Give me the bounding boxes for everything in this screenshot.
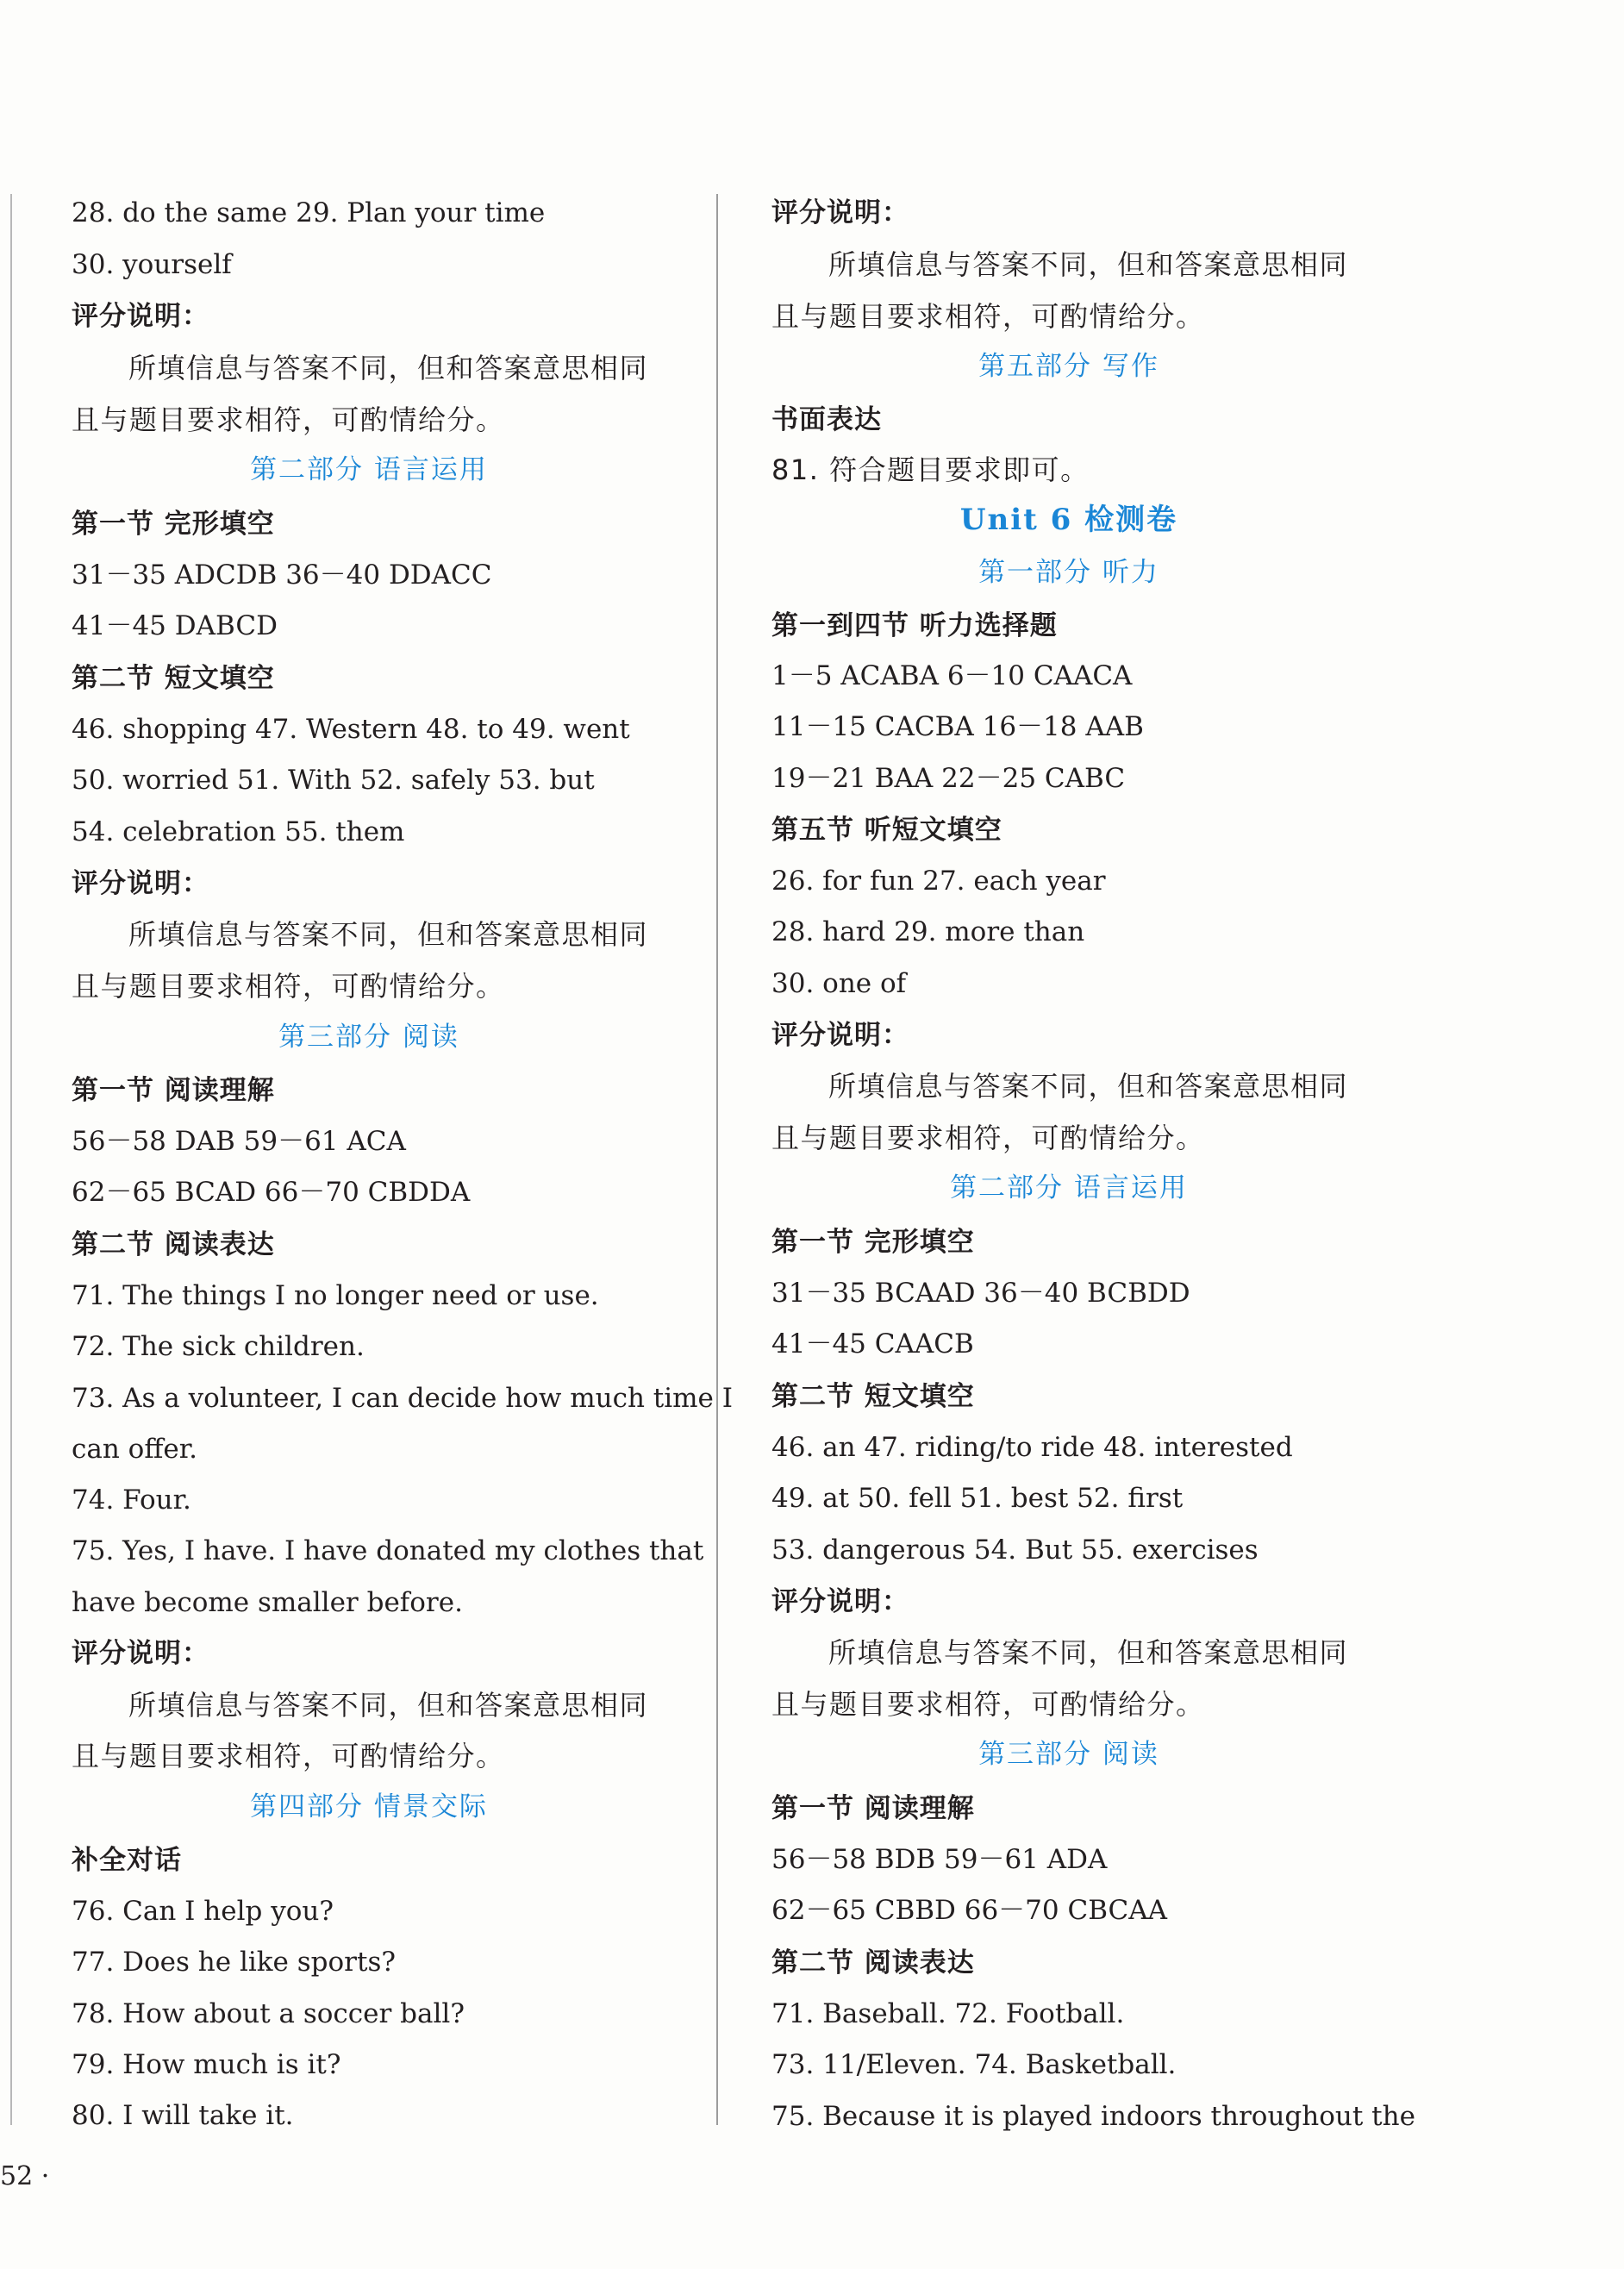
answer-line: 41－45 CAACB [771, 1328, 974, 1360]
answer-line: 71. The things I no longer need or use. [72, 1280, 599, 1311]
scoring-note-text: 且与题目要求相符，可酌情给分。 [72, 403, 505, 436]
column-divider [716, 194, 718, 2125]
answer-line: 19－21 BAA 22－25 CABC [771, 763, 1126, 794]
scoring-note-text: 且与题目要求相符，可酌情给分。 [72, 1740, 505, 1772]
answer-line: 71. Baseball. 72. Football. [771, 1998, 1125, 2029]
answer-line: 56－58 BDB 59－61 ADA [771, 1844, 1108, 1875]
part-heading: 第三部分 阅读 [278, 1022, 459, 1053]
answer-line: 76. Can I help you? [72, 1896, 334, 1927]
page-edge-line [10, 194, 12, 2125]
answer-line: 30. yourself [72, 249, 232, 280]
scoring-note-text: 且与题目要求相符，可酌情给分。 [72, 970, 505, 1003]
part-heading: 第二部分 语言运用 [950, 1172, 1188, 1203]
answer-line: 73. As a volunteer, I can decide how much time I [72, 1383, 733, 1414]
answer-line: 72. The sick children. [72, 1331, 365, 1362]
answer-line: 28. hard 29. more than [771, 916, 1085, 947]
scoring-note-title: 评分说明： [72, 868, 209, 899]
scoring-note-text: 所填信息与答案不同，但和答案意思相同 [128, 352, 649, 384]
answer-line: 30. one of [771, 968, 907, 999]
part-heading: 第四部分 情景交际 [250, 1791, 488, 1822]
section-heading: 第一节 完形填空 [72, 509, 275, 540]
answer-line: 41－45 DABCD [72, 610, 278, 641]
answer-line: can offer. [72, 1434, 197, 1465]
section-heading: 第五节 听短文填空 [771, 815, 1003, 846]
scoring-note-title: 评分说明： [771, 1586, 909, 1617]
scoring-note-text: 所填信息与答案不同，但和答案意思相同 [828, 1070, 1349, 1103]
answer-line: 1－5 ACABA 6－10 CAACA [771, 660, 1133, 691]
scoring-note-text: 且与题目要求相符，可酌情给分。 [771, 1122, 1205, 1154]
answer-line: 75. Yes, I have. I have donated my clothes that [72, 1535, 704, 1566]
page-number: 52 · [0, 2161, 50, 2191]
answer-line: 81. 符合题目要求即可。 [771, 453, 1090, 486]
answer-line: 62－65 BCAD 66－70 CBDDA [72, 1177, 471, 1208]
part-heading: 第二部分 语言运用 [250, 454, 488, 485]
answer-line: 79. How much is it? [72, 2049, 341, 2080]
answer-line: 50. worried 51. With 52. safely 53. but [72, 765, 595, 796]
answer-line: 80. I will take it. [72, 2100, 294, 2131]
section-heading: 第二节 阅读表达 [771, 1947, 975, 1978]
answer-line: 46. shopping 47. Western 48. to 49. went [72, 714, 630, 745]
scoring-note-text: 且与题目要求相符，可酌情给分。 [771, 300, 1205, 333]
section-heading: 第一到四节 听力选择题 [771, 610, 1058, 641]
answer-line: 62－65 CBBD 66－70 CBCAA [771, 1895, 1168, 1926]
scoring-note-text: 所填信息与答案不同，但和答案意思相同 [828, 1636, 1349, 1669]
unit-title: Unit 6 检测卷 [959, 503, 1178, 537]
section-heading: 第二节 阅读表达 [72, 1229, 275, 1260]
answer-line: 74. Four. [72, 1485, 191, 1516]
section-heading: 第一节 阅读理解 [72, 1075, 275, 1106]
answer-line: 26. for fun 27. each year [771, 866, 1106, 897]
answer-line: 54. celebration 55. them [72, 816, 405, 847]
answer-line: 77. Does he like sports? [72, 1947, 396, 1978]
scoring-note-text: 所填信息与答案不同，但和答案意思相同 [128, 918, 649, 951]
scoring-note-title: 评分说明： [72, 301, 209, 332]
answer-line: 28. do the same 29. Plan your time [72, 197, 546, 228]
answer-line: 11－15 CACBA 16－18 AAB [771, 711, 1144, 742]
section-heading: 书面表达 [771, 404, 882, 435]
part-heading: 第五部分 写作 [978, 351, 1159, 382]
scoring-note-text: 所填信息与答案不同，但和答案意思相同 [828, 248, 1349, 281]
part-heading: 第一部分 听力 [978, 557, 1159, 588]
section-heading: 第一节 完形填空 [771, 1227, 975, 1258]
section-heading: 第二节 短文填空 [771, 1381, 975, 1412]
scoring-note-title: 评分说明： [72, 1638, 209, 1669]
answer-line: 53. dangerous 54. But 55. exercises [771, 1535, 1259, 1566]
section-heading: 第二节 短文填空 [72, 663, 275, 694]
scoring-note-title: 评分说明： [771, 1020, 909, 1051]
section-heading: 补全对话 [72, 1845, 182, 1876]
answer-line: 78. How about a soccer ball? [72, 1998, 465, 2029]
answer-line: 46. an 47. riding/to ride 48. interested [771, 1432, 1293, 1463]
part-heading: 第三部分 阅读 [978, 1739, 1159, 1770]
scoring-note-title: 评分说明： [771, 197, 909, 228]
scoring-note-text: 且与题目要求相符，可酌情给分。 [771, 1688, 1205, 1721]
answer-line: 56－58 DAB 59－61 ACA [72, 1126, 406, 1157]
section-heading: 第一节 阅读理解 [771, 1793, 975, 1824]
answer-line: 73. 11/Eleven. 74. Basketball. [771, 2049, 1177, 2080]
answer-line: 31－35 ADCDB 36－40 DDACC [72, 559, 492, 591]
scoring-note-text: 所填信息与答案不同，但和答案意思相同 [128, 1689, 649, 1722]
answer-line: have become smaller before. [72, 1587, 463, 1618]
answer-line: 49. at 50. fell 51. best 52. first [771, 1483, 1184, 1514]
answer-line: 31－35 BCAAD 36－40 BCBDD [771, 1278, 1190, 1309]
answer-line: 75. Because it is played indoors throughout the [771, 2101, 1415, 2132]
